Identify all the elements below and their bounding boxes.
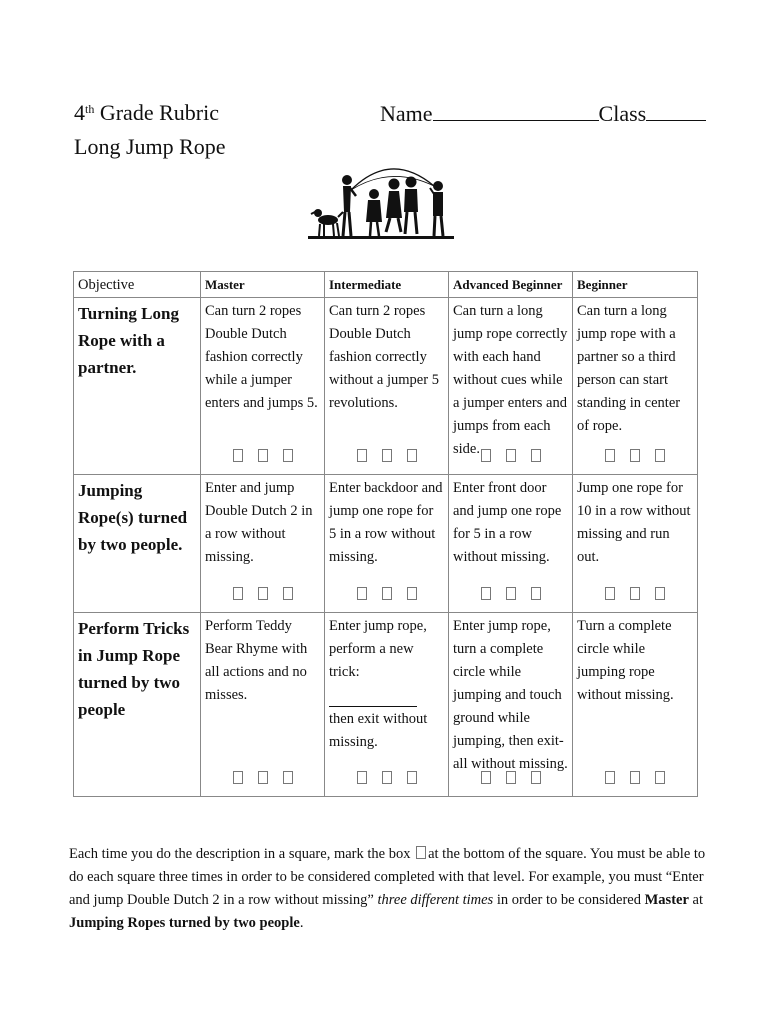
- checkbox[interactable]: [506, 587, 516, 600]
- checkbox[interactable]: [630, 771, 640, 784]
- objective-cell: Turning Long Rope with a partner.: [74, 298, 201, 475]
- trick-blank[interactable]: [329, 684, 417, 707]
- checkbox[interactable]: [481, 771, 491, 784]
- check-boxes: [605, 587, 665, 600]
- checkbox[interactable]: [630, 587, 640, 600]
- checkbox[interactable]: [481, 449, 491, 462]
- header-objective: Objective: [74, 272, 201, 298]
- header-beginner: Beginner: [573, 272, 698, 298]
- table-row: [74, 613, 698, 797]
- rubric-title: [74, 96, 226, 164]
- rubric-cell: Can turn a long jump rope with a partner so a third person can start standing in center of rope.: [573, 298, 698, 475]
- header-row: [74, 272, 698, 298]
- check-boxes: [481, 587, 541, 600]
- objective-cell: Perform Tricks in Jump Rope turned by two people: [74, 613, 201, 797]
- class-label: Class: [598, 101, 647, 126]
- checkbox[interactable]: [407, 449, 417, 462]
- checkbox[interactable]: [283, 449, 293, 462]
- check-boxes: [357, 449, 417, 462]
- checkbox[interactable]: [655, 449, 665, 462]
- checkbox[interactable]: [655, 587, 665, 600]
- check-boxes: [605, 449, 665, 462]
- checkbox[interactable]: [357, 771, 367, 784]
- checkbox-icon: [416, 846, 426, 859]
- checkbox[interactable]: [407, 587, 417, 600]
- check-boxes: [233, 771, 293, 784]
- checkbox[interactable]: [258, 587, 268, 600]
- rubric-cell: Enter backdoor and jump one rope for 5 in a row without missing.: [325, 475, 449, 613]
- checkbox[interactable]: [258, 449, 268, 462]
- rubric-cell: Enter and jump Double Dutch 2 in a row without missing.: [201, 475, 325, 613]
- checkbox[interactable]: [357, 587, 367, 600]
- checkbox[interactable]: [258, 771, 268, 784]
- checkbox[interactable]: [531, 449, 541, 462]
- checkbox[interactable]: [531, 587, 541, 600]
- rubric-cell: Perform Teddy Bear Rhyme with all actions and no misses.: [201, 613, 325, 797]
- check-boxes: [605, 771, 665, 784]
- checkbox[interactable]: [283, 587, 293, 600]
- rubric-subtitle: Long Jump Rope: [74, 134, 226, 159]
- rubric-cell: Can turn 2 ropes Double Dutch fashion correctly while a jumper enters and jumps 5.: [201, 298, 325, 475]
- table-row: [74, 475, 698, 613]
- name-label: Name: [380, 101, 433, 126]
- table-row: [74, 298, 698, 475]
- name-blank[interactable]: [433, 98, 599, 121]
- rubric-table: [73, 271, 698, 797]
- header-advanced-beginner: Advanced Beginner: [449, 272, 573, 298]
- header-master: Master: [201, 272, 325, 298]
- checkbox[interactable]: [531, 771, 541, 784]
- objective-cell: Jumping Rope(s) turned by two people.: [74, 475, 201, 613]
- rubric-cell: Enter front door and jump one rope for 5 in a row without missing.: [449, 475, 573, 613]
- checkbox[interactable]: [233, 449, 243, 462]
- rubric-cell: Jump one rope for 10 in a row without missing and run out.: [573, 475, 698, 613]
- checkbox[interactable]: [605, 449, 615, 462]
- checkbox[interactable]: [357, 449, 367, 462]
- checkbox[interactable]: [382, 449, 392, 462]
- rubric-cell: Enter jump rope, perform a new trick: then exit without missing.: [325, 613, 449, 797]
- instructions: Each time you do the description in a square, mark the box at the bottom of the square. You must be able to do each square three times in order to be considered completed with that level. For example, you must “Enter and jump Double Dutch 2 in a row without missing” three different times in order to be considered Master at Jumping Ropes turned by two people.: [69, 846, 706, 931]
- checkbox[interactable]: [630, 449, 640, 462]
- checkbox[interactable]: [233, 771, 243, 784]
- checkbox[interactable]: [506, 449, 516, 462]
- checkbox[interactable]: [283, 771, 293, 784]
- checkbox[interactable]: [605, 771, 615, 784]
- rubric-cell: Turn a complete circle while jumping rope without missing.: [573, 613, 698, 797]
- check-boxes: [481, 771, 541, 784]
- class-blank[interactable]: [646, 98, 706, 121]
- header-intermediate: Intermediate: [325, 272, 449, 298]
- checkbox[interactable]: [407, 771, 417, 784]
- grade-title: 4th Grade Rubric: [74, 100, 219, 125]
- rubric-cell: Enter jump rope, turn a complete circle while jumping and touch ground while jumping, then exit- all without missing.: [449, 613, 573, 797]
- check-boxes: [233, 449, 293, 462]
- rubric-cell: Can turn 2 ropes Double Dutch fashion correctly without a jumper 5 revolutions.: [325, 298, 449, 475]
- checkbox[interactable]: [506, 771, 516, 784]
- check-boxes: [481, 449, 541, 462]
- checkbox[interactable]: [233, 587, 243, 600]
- check-boxes: [357, 771, 417, 784]
- jump-rope-illustration-icon: [306, 160, 456, 242]
- rubric-cell: Can turn a long jump rope correctly with each hand without cues while a jumper enters and jumps from each side.: [449, 298, 573, 475]
- checkbox[interactable]: [481, 587, 491, 600]
- checkbox[interactable]: [655, 771, 665, 784]
- check-boxes: [357, 587, 417, 600]
- check-boxes: [233, 587, 293, 600]
- checkbox[interactable]: [382, 771, 392, 784]
- checkbox[interactable]: [382, 587, 392, 600]
- checkbox[interactable]: [605, 587, 615, 600]
- name-class-fields: [380, 98, 706, 127]
